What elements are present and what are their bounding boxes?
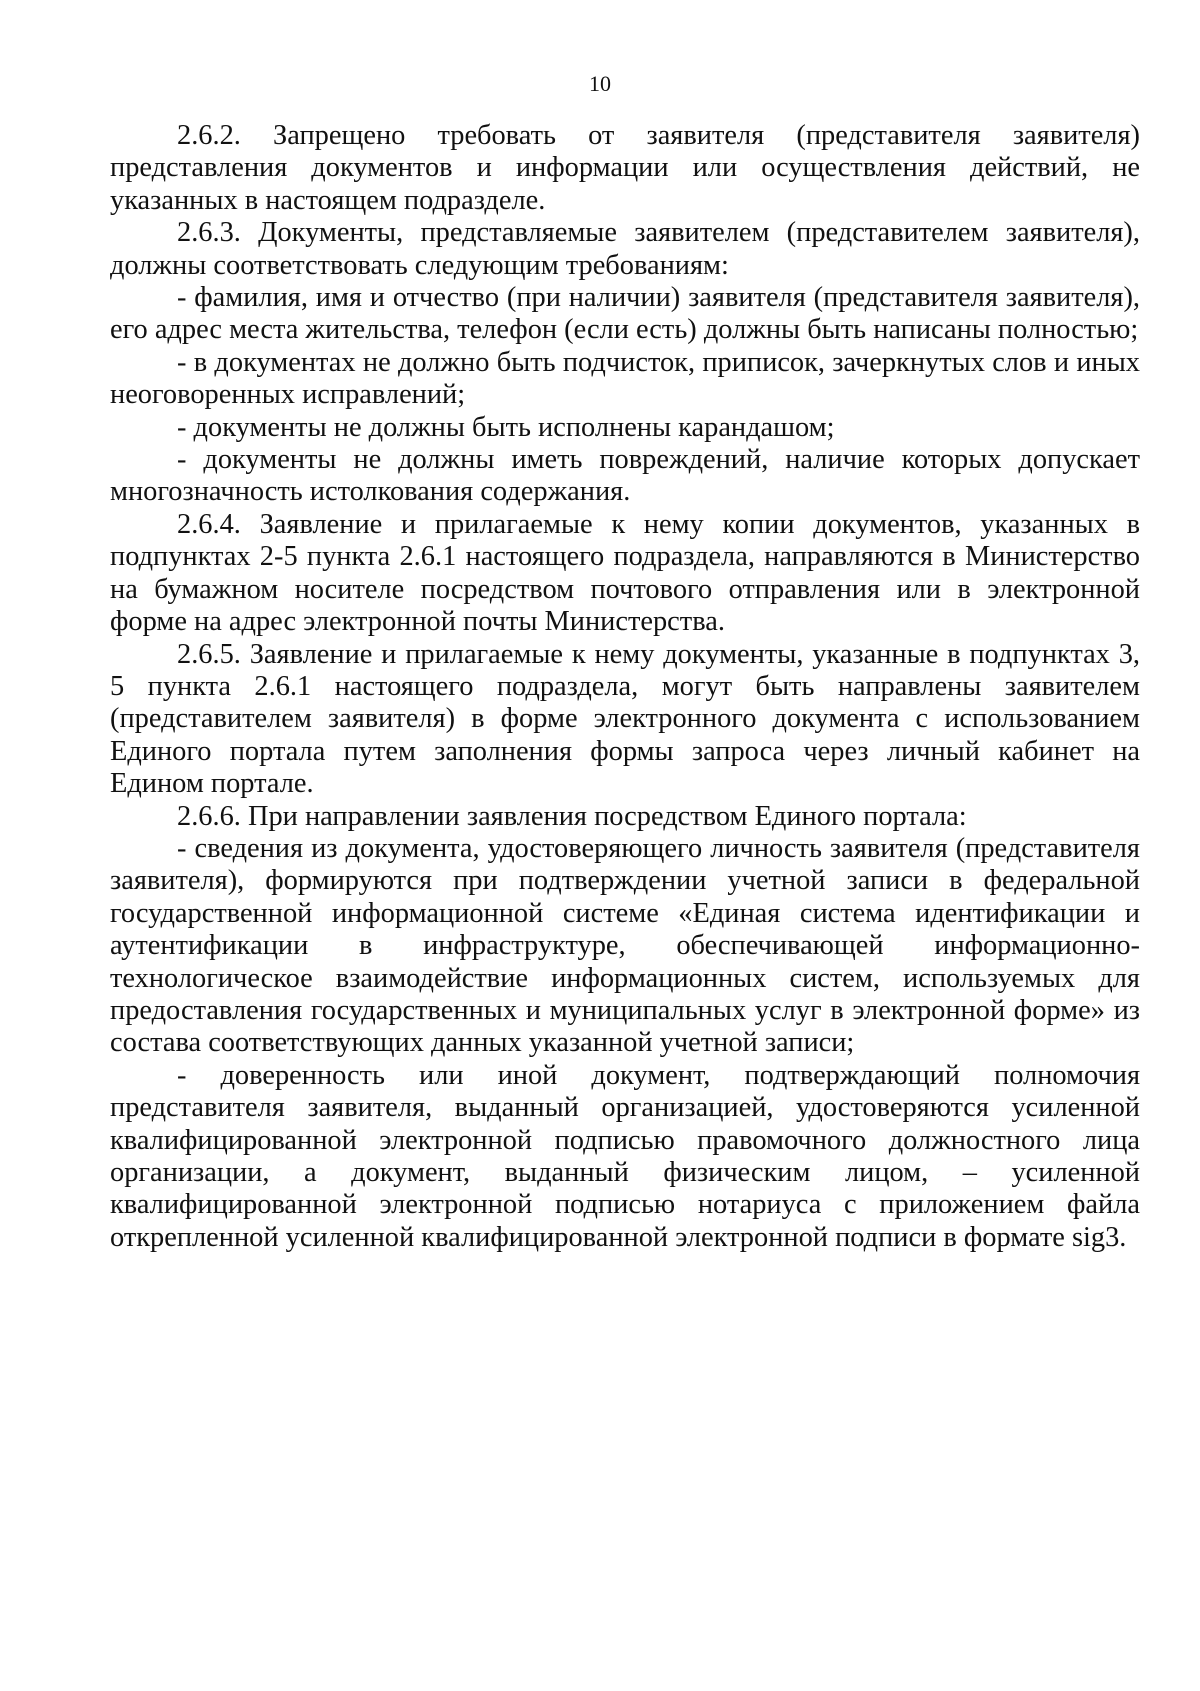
paragraph-2-6-5: 2.6.5. Заявление и прилагаемые к нему документы, указанные в подпунктах 3, 5 пункта 2.6.1 настоящего подраздела, могут быть направлены заявителем (представителем заявителя) в форме электронного документа с использованием Единого портала путем заполнения формы запроса через личный кабинет на Едином портале.	[110, 638, 1140, 800]
portal-item-identity-data: - сведения из документа, удостоверяющего личность заявителя (представителя заявителя), формируются при подтверждении учетной записи в федеральной государственной информационной системе «Единая система идентификации и аутентификации в инфраструктуре, обеспечивающей информационно-технологическое взаимодействие информационных систем, используемых для предоставления государственных и муниципальных услуг в электронной форме» из состава соответствующих данных указанной учетной записи;	[110, 832, 1140, 1059]
requirement-item-no-erasures: - в документах не должно быть подчисток, приписок, зачеркнутых слов и иных неоговоренных исправлений;	[110, 346, 1140, 411]
paragraph-2-6-2: 2.6.2. Запрещено требовать от заявителя (представителя заявителя) представления документов и информации или осуществления действий, не указанных в настоящем подразделе.	[110, 120, 1140, 216]
portal-item-power-of-attorney: - доверенность или иной документ, подтверждающий полномочия представителя заявителя, выданный организацией, удостоверяются усиленной квалифицированной электронной подписью правомочного должностного лица организации, а документ, выданный физическим лицом, – усиленной квалифицированной электронной подписью нотариуса с приложением файла открепленной усиленной квалифицированной электронной подписи в формате sig3.	[110, 1059, 1140, 1253]
paragraph-2-6-3: 2.6.3. Документы, представляемые заявителем (представителем заявителя), должны соответствовать следующим требованиям:	[110, 217, 1140, 281]
page-number: 10	[589, 71, 611, 96]
document-body	[110, 120, 1140, 1254]
paragraph-2-6-4: 2.6.4. Заявление и прилагаемые к нему копии документов, указанных в подпунктах 2-5 пункта 2.6.1 настоящего подраздела, направляются в Министерство на бумажном носителе посредством почтового отправления или в электронной форме на адрес электронной почты Министерства.	[110, 508, 1140, 638]
paragraph-2-6-6: 2.6.6. При направлении заявления посредством Единого портала:	[177, 800, 967, 832]
requirement-item-full-name: - фамилия, имя и отчество (при наличии) заявителя (представителя заявителя), его адрес места жительства, телефон (если есть) должны быть написаны полностью;	[110, 282, 1140, 346]
requirement-item-no-damage: - документы не должны иметь повреждений, наличие которых допускает многозначность истолкования содержания.	[110, 444, 1140, 508]
requirement-item-no-pencil: - документы не должны быть исполнены карандашом;	[177, 411, 835, 443]
